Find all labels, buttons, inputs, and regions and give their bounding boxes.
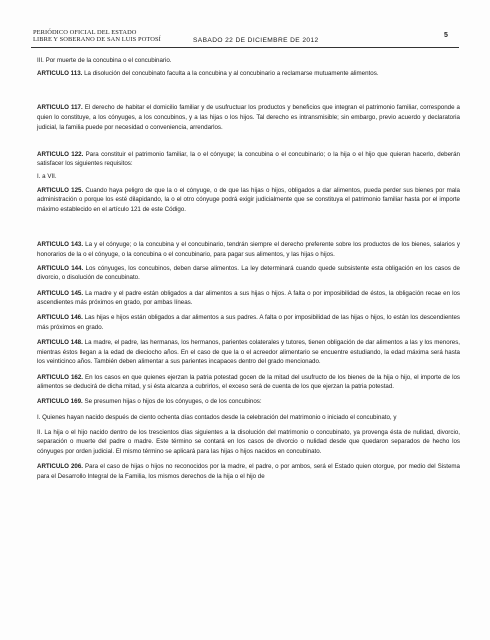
article-label: ARTICULO 145. — [37, 289, 84, 297]
paragraph-article-144: ARTICULO 144. Los cónyuges, los concubinos, deben darse alimentos. La ley determinará cuando quede subsistente esta obligación en los casos de divorcio, o disolución de concubinato. — [37, 264, 460, 282]
article-label: ARTICULO 148. — [37, 339, 83, 347]
paragraph-article-169: ARTICULO 169. Se presumen hijas o hijos de los cónyuges, o de los concubinos: — [37, 398, 262, 406]
document-body — [37, 56, 460, 481]
paragraph-fractions-i-vii: I. a VII. — [37, 172, 57, 180]
article-label: ARTICULO 143. — [37, 241, 84, 249]
paragraph-article-117: ARTICULO 117. El derecho de habitar el domicilio familiar y de usufructuar los productos y beneficios que integran el patrimonio familiar, corresponde a quien lo constituye, a los cónyuges, a los concubinos, y a las hijas o los hijos. Tal derecho es intransmisible; sin embargo, previo acuerdo y declaratoria judicial, la familia puede por necesidad o conveniencia, arrendarlos. — [37, 104, 460, 131]
paragraph-article-145: ARTICULO 145. La madre y el padre están obligados a dar alimentos a sus hijas o hijos. A falta o por imposibilidad de éstos, la obligación recae en los ascendientes más próximos en grado, por ambas líneas. — [37, 289, 460, 307]
paragraph-article-148: ARTICULO 148. La madre, el padre, las hermanas, los hermanos, parientes colaterales y tutores, tienen obligación de dar alimentos a las y los menores, mientras éstos llegan a la edad de dieciocho años. En el caso de que la o el acreedor alimentario se encuentre estudiando, la edad máxima será hasta los veinticinco años. También deben alimentar a sus parientes incapaces dentro del grado mencionado. — [37, 339, 461, 366]
paragraph-article-122: ARTICULO 122. Para constituir el patrimonio familiar, la o el cónyuge; la concubina o el concubinario; o la hija o el hijo que quieran hacerlo, deberán satisfacer los siguientes requisitos: — [37, 150, 460, 168]
publication-masthead — [33, 29, 161, 44]
publication-name: PERIÓDICO OFICIAL DEL ESTADO — [33, 29, 137, 36]
paragraph-fraction-iii: III. Por muerte de la concubina o el concubinario. — [37, 57, 172, 64]
header-divider — [31, 47, 459, 48]
paragraph-article-113: ARTICULO 113. La disolución del concubinato faculta a la concubina y al concubinario a reclamarse mutuamente alimentos. — [37, 70, 379, 78]
paragraph-article-146: ARTICULO 146. Las hijas e hijos están obligados a dar alimentos a sus padres. A falta o por imposibilidad de las hijas o hijos, lo están los descendientes más próximos en grado. — [37, 314, 460, 332]
article-label: ARTICULO 206. — [37, 463, 83, 471]
article-label: ARTICULO 125. — [37, 186, 84, 194]
paragraph-article-143: ARTICULO 143. La y el cónyuge; o la concubina y el concubinario, tendrán siempre el derecho preferente sobre los productos de los bienes, salarios y honorarios de la o el cónyuge, o la concubina o el concubinario, para pagar sus alimentos, y las hijas o hijos. — [37, 241, 461, 258]
article-label: ARTICULO 113. — [37, 70, 83, 78]
article-label: ARTICULO 122. — [37, 150, 84, 158]
article-label: ARTICULO 162. — [37, 373, 83, 381]
page-number: 5 — [444, 32, 448, 39]
publication-subtitle: LIBRE Y SOBERANO DE SAN LUIS POTOSÍ — [33, 36, 161, 44]
paragraph-fraction-i: I. Quienes hayan nacido después de ciento ochenta días contados desde la celebración del matrimonio o iniciado el concubinato, y — [37, 413, 397, 421]
article-label: ARTICULO 146. — [37, 314, 83, 322]
paragraph-article-125: ARTICULO 125. Cuando haya peligro de que la o el cónyuge, o de que las hijas o hijos, obligados a dar alimentos, pueda perder sus bienes por mala administración o porque los esté dilapidando, la o el otro cónyuge podrá exigir judicialmente que se constituya el patrimonio familiar hasta por el importe máximo establecido en el artículo 121 de este Código. — [37, 186, 460, 213]
paragraph-fraction-ii: II. La hija o el hijo nacido dentro de los trescientos días siguientes a la disolución del matrimonio o concubinato, ya provenga ésta de nulidad, divorcio, separación o muerte del padre o madre. Este término se contará en los casos de divorcio o nulidad desde que quedaron separados de hecho los cónyuges por orden judicial. El mismo término se aplicará para las hijas o hijos nacidos en concubinato. — [37, 428, 460, 455]
article-label: ARTICULO 144. — [37, 264, 84, 272]
article-label: ARTICULO 117. — [37, 104, 83, 112]
publication-date: SABADO 22 DE DICIEMBRE DE 2012 — [193, 37, 319, 44]
article-label: ARTICULO 169. — [37, 398, 83, 406]
paragraph-article-162: ARTICULO 162. En los casos en que quienes ejerzan la patria potestad gocen de la mitad del usufructo de los bienes de la hija o hijo, el importe de los alimentos se deducirá de dicha mitad, y si ésta alcanza a cubrirlos, el exceso será de cuenta de los que ejerzan la patria potestad. — [37, 373, 461, 391]
paragraph-article-206: ARTICULO 206. Para el caso de hijas o hijos no reconocidos por la madre, el padre, o por ambos, será el Estado quien otorgue, por medio del Sistema para el Desarrollo Integral de la Familia, los mismos derechos de la hija o el hijo de — [37, 463, 460, 480]
